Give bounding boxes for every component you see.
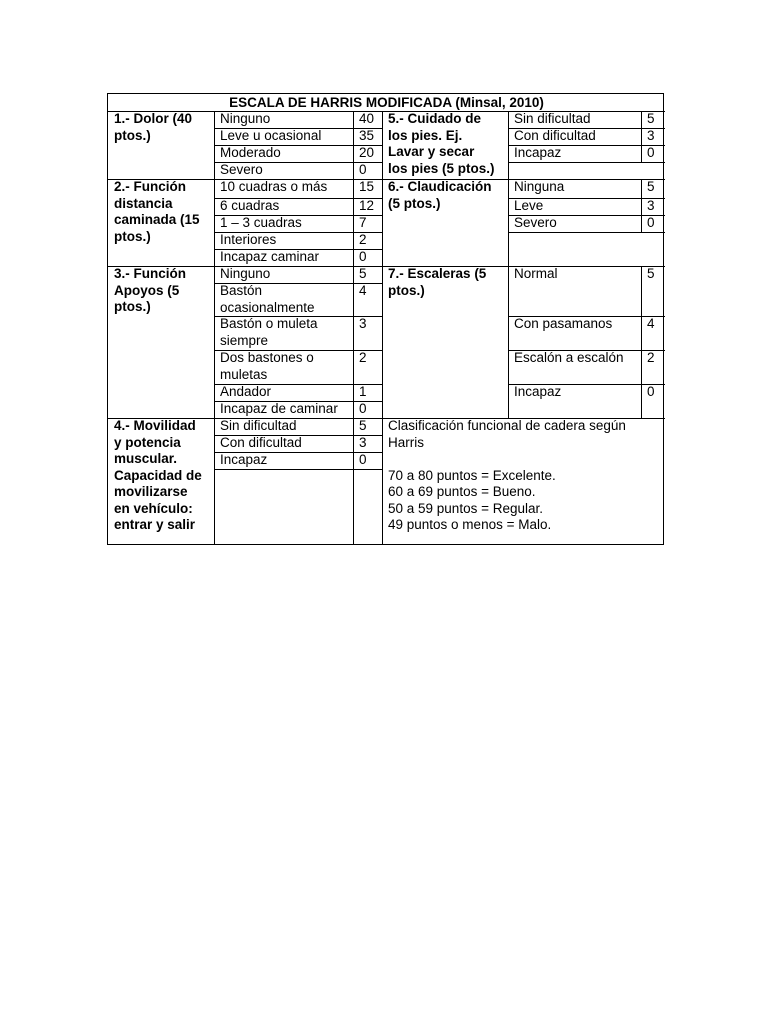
label-line: Incapaz de caminar: [220, 401, 338, 416]
header-line: 5.- Cuidado de: [388, 111, 482, 126]
header-line: (5 ptos.): [388, 195, 441, 211]
row-label: 10 cuadras o más: [220, 179, 328, 194]
header-line: distancia: [114, 195, 173, 211]
section-header-dolor: [108, 111, 214, 144]
header-line: movilizarse: [114, 484, 188, 499]
row-points: 0: [359, 401, 367, 416]
row-label: Incapaz: [514, 384, 562, 399]
header-line: 7.- Escaleras (5: [388, 266, 487, 281]
row-points: 3: [647, 198, 655, 213]
row-label: Incapaz: [220, 452, 268, 467]
classification-range: 49 puntos o menos = Malo.: [388, 517, 552, 532]
row-divider: [508, 232, 665, 233]
header-line: muscular.: [114, 451, 178, 466]
row-points: 0: [647, 215, 655, 230]
row-label: Incapaz: [514, 145, 562, 160]
row-label: Con dificultad: [514, 128, 596, 143]
row-points: 40: [359, 111, 375, 126]
row-points: 3: [647, 128, 655, 143]
row-label: Normal: [514, 266, 558, 281]
section-header-movilidad: [108, 418, 214, 534]
row-label: 6 cuadras: [220, 198, 280, 213]
row-points: 12: [359, 198, 375, 213]
row-points: 0: [647, 384, 655, 399]
classification-note: [382, 418, 665, 534]
row-points: 35: [359, 128, 375, 143]
row-points: 2: [647, 350, 655, 365]
row-label: [214, 384, 271, 401]
row-label: Con dificultad: [220, 435, 302, 450]
header-line: 3.- Función: [114, 266, 186, 281]
label-line: muletas: [220, 366, 268, 382]
classification-intro-line: [388, 418, 659, 435]
spacer: [388, 451, 659, 468]
row-points: 5: [647, 266, 655, 281]
row-label: Ninguna: [514, 179, 565, 194]
row-label: Ninguno: [220, 111, 271, 126]
header-line: los pies. Ej.: [388, 127, 463, 143]
row-label: [214, 401, 338, 418]
header-line: caminada (15: [114, 212, 200, 227]
table-title: ESCALA DE HARRIS MODIFICADA (Minsal, 2010): [229, 95, 544, 110]
row-label: Con pasamanos: [514, 316, 613, 331]
label-line: Bastón: [220, 283, 263, 298]
classification-range: 70 a 80 puntos = Excelente.: [388, 467, 556, 483]
header-line: 2.- Función: [114, 179, 186, 194]
row-label: [214, 316, 318, 349]
header-line: ptos.): [388, 282, 425, 298]
row-points: 3: [359, 435, 367, 450]
row-label: Leve: [514, 198, 544, 213]
row-points: 0: [359, 162, 367, 177]
row-points: 5: [647, 179, 655, 194]
header-line: ptos.): [114, 228, 151, 244]
label-line: Bastón o muleta: [220, 316, 318, 331]
row-label: [214, 350, 314, 383]
header-line: Capacidad de: [114, 467, 202, 483]
row-label: 1 – 3 cuadras: [220, 215, 302, 230]
row-label: [214, 266, 270, 283]
header-line: y potencia: [114, 434, 181, 450]
row-points: 5: [359, 266, 367, 281]
classification-intro-line: Harris: [388, 434, 424, 450]
row-points: 0: [359, 452, 367, 467]
header-line: los pies (5 ptos.): [388, 160, 495, 176]
classification-range: 50 a 59 puntos = Regular.: [388, 500, 543, 516]
row-label: Moderado: [220, 145, 281, 160]
section-header-pies: [382, 111, 508, 177]
row-points: 0: [359, 249, 367, 264]
section-header-claudicacion: [382, 179, 508, 212]
row-label: Severo: [514, 215, 557, 230]
classification-intro-text: Clasificación funcional de cadera según: [388, 418, 626, 433]
row-label: Interiores: [220, 232, 277, 247]
row-divider: [508, 162, 665, 163]
header-line: 6.- Claudicación: [388, 179, 492, 194]
row-points: 5: [647, 111, 655, 126]
label-line: siempre: [220, 332, 269, 348]
header-line: ptos.): [114, 127, 151, 143]
row-label: Incapaz caminar: [220, 249, 320, 264]
row-label: Severo: [220, 162, 263, 177]
row-points: 4: [359, 283, 367, 298]
label-line: Dos bastones o: [220, 350, 314, 365]
row-points: 7: [359, 215, 367, 230]
row-label: Sin dificultad: [514, 111, 591, 126]
header-line: Lavar y secar: [388, 144, 475, 159]
label-line: Andador: [220, 384, 272, 399]
row-label: [214, 283, 315, 316]
header-line: 1.- Dolor (40: [114, 111, 193, 126]
row-label: Escalón a escalón: [514, 350, 624, 365]
section-header-distancia: [108, 179, 214, 245]
header-line: ptos.): [114, 299, 151, 314]
header-line: entrar y salir: [114, 517, 196, 532]
row-label: Leve u ocasional: [220, 128, 322, 143]
row-points: 4: [647, 316, 655, 331]
label-line: ocasionalmente: [220, 299, 315, 315]
header-line: en vehículo:: [114, 500, 193, 516]
row-points: 5: [359, 418, 367, 433]
harris-scale-table: [107, 93, 664, 545]
row-label: Sin dificultad: [220, 418, 297, 433]
classification-range: 60 a 69 puntos = Bueno.: [388, 484, 536, 499]
header-line: Apoyos (5: [114, 282, 180, 298]
row-points: 2: [359, 350, 367, 365]
section-header-escaleras: [382, 266, 508, 299]
row-points: 2: [359, 232, 367, 247]
row-points: 0: [647, 145, 655, 160]
row-points: 15: [359, 179, 375, 194]
section-header-apoyos: [108, 266, 214, 316]
row-points: 1: [359, 384, 367, 399]
row-divider: [214, 469, 382, 470]
header-line: 4.- Movilidad: [114, 418, 196, 433]
row-points: 3: [359, 316, 367, 331]
label-line: Ninguno: [220, 266, 271, 281]
row-points: 20: [359, 145, 375, 160]
